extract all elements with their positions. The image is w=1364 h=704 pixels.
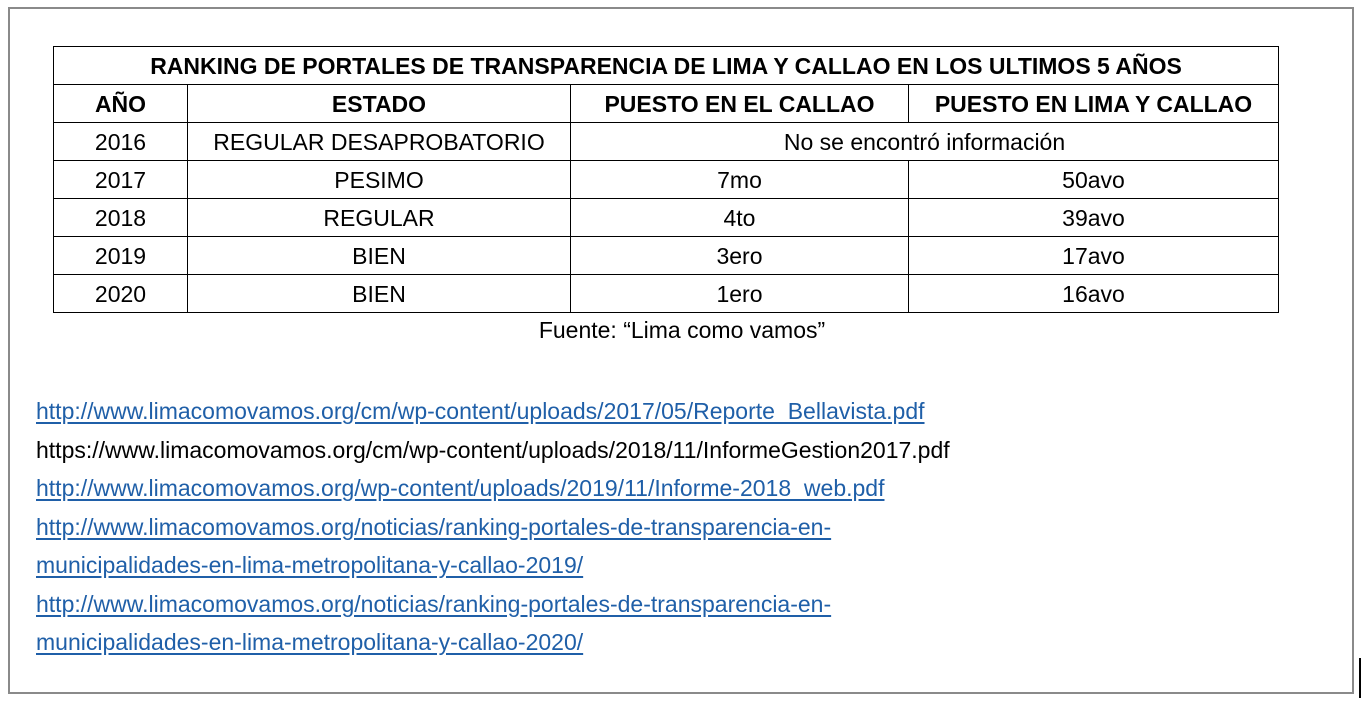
cell-year: 2019 <box>54 237 188 275</box>
cell-callao-rank: 3ero <box>571 237 909 275</box>
table-row <box>54 199 1279 237</box>
cell-status: REGULAR <box>188 199 571 237</box>
table-row <box>54 275 1279 313</box>
cell-status: BIEN <box>188 237 571 275</box>
cell-status: REGULAR DESAPROBATORIO <box>188 123 571 161</box>
header-callao-rank: PUESTO EN EL CALLAO <box>571 85 909 123</box>
cell-status: BIEN <box>188 275 571 313</box>
cell-callao-rank: 7mo <box>571 161 909 199</box>
table-header-row <box>54 85 1279 123</box>
cell-lima-callao-rank: 39avo <box>909 199 1279 237</box>
header-status: ESTADO <box>188 85 571 123</box>
table-row <box>54 161 1279 199</box>
text-cursor <box>1359 658 1361 698</box>
table-row <box>54 123 1279 161</box>
cell-lima-callao-rank: 17avo <box>909 237 1279 275</box>
cell-status: PESIMO <box>188 161 571 199</box>
cell-year: 2017 <box>54 161 188 199</box>
cell-year: 2020 <box>54 275 188 313</box>
text-informe-gestion-2017: https://www.limacomovamos.org/cm/wp-content/uploads/2018/11/InformeGestion2017.pdf <box>36 436 950 463</box>
cell-callao-rank: 4to <box>571 199 909 237</box>
link-reporte-bellavista[interactable]: http://www.limacomovamos.org/cm/wp-content/uploads/2017/05/Reporte_Bellavista.pdf <box>36 398 925 424</box>
cell-no-info: No se encontró información <box>571 123 1279 161</box>
link-informe-2018[interactable]: http://www.limacomovamos.org/wp-content/uploads/2019/11/Informe-2018_web.pdf <box>36 475 885 501</box>
ranking-table <box>53 46 1279 313</box>
header-lima-callao-rank: PUESTO EN LIMA Y CALLAO <box>909 85 1279 123</box>
cell-year: 2016 <box>54 123 188 161</box>
link-ranking-2019-line1[interactable]: http://www.limacomovamos.org/noticias/ranking-portales-de-transparencia-en- <box>36 513 832 540</box>
cell-year: 2018 <box>54 199 188 237</box>
link-ranking-2020-line1[interactable]: http://www.limacomovamos.org/noticias/ranking-portales-de-transparencia-en- <box>36 590 832 617</box>
source-caption: Fuente: “Lima como vamos” <box>538 317 826 343</box>
header-year: AÑO <box>54 85 188 123</box>
cell-callao-rank: 1ero <box>571 275 909 313</box>
reference-links <box>36 392 1336 662</box>
link-ranking-2020-line2[interactable]: municipalidades-en-lima-metropolitana-y-callao-2020/ <box>36 629 584 655</box>
link-ranking-2019-line2[interactable]: municipalidades-en-lima-metropolitana-y-callao-2019/ <box>36 552 584 578</box>
table-title: RANKING DE PORTALES DE TRANSPARENCIA DE LIMA Y CALLAO EN LOS ULTIMOS 5 AÑOS <box>54 47 1279 85</box>
cell-lima-callao-rank: 50avo <box>909 161 1279 199</box>
table-row <box>54 237 1279 275</box>
cell-lima-callao-rank: 16avo <box>909 275 1279 313</box>
table-title-row <box>54 47 1279 85</box>
